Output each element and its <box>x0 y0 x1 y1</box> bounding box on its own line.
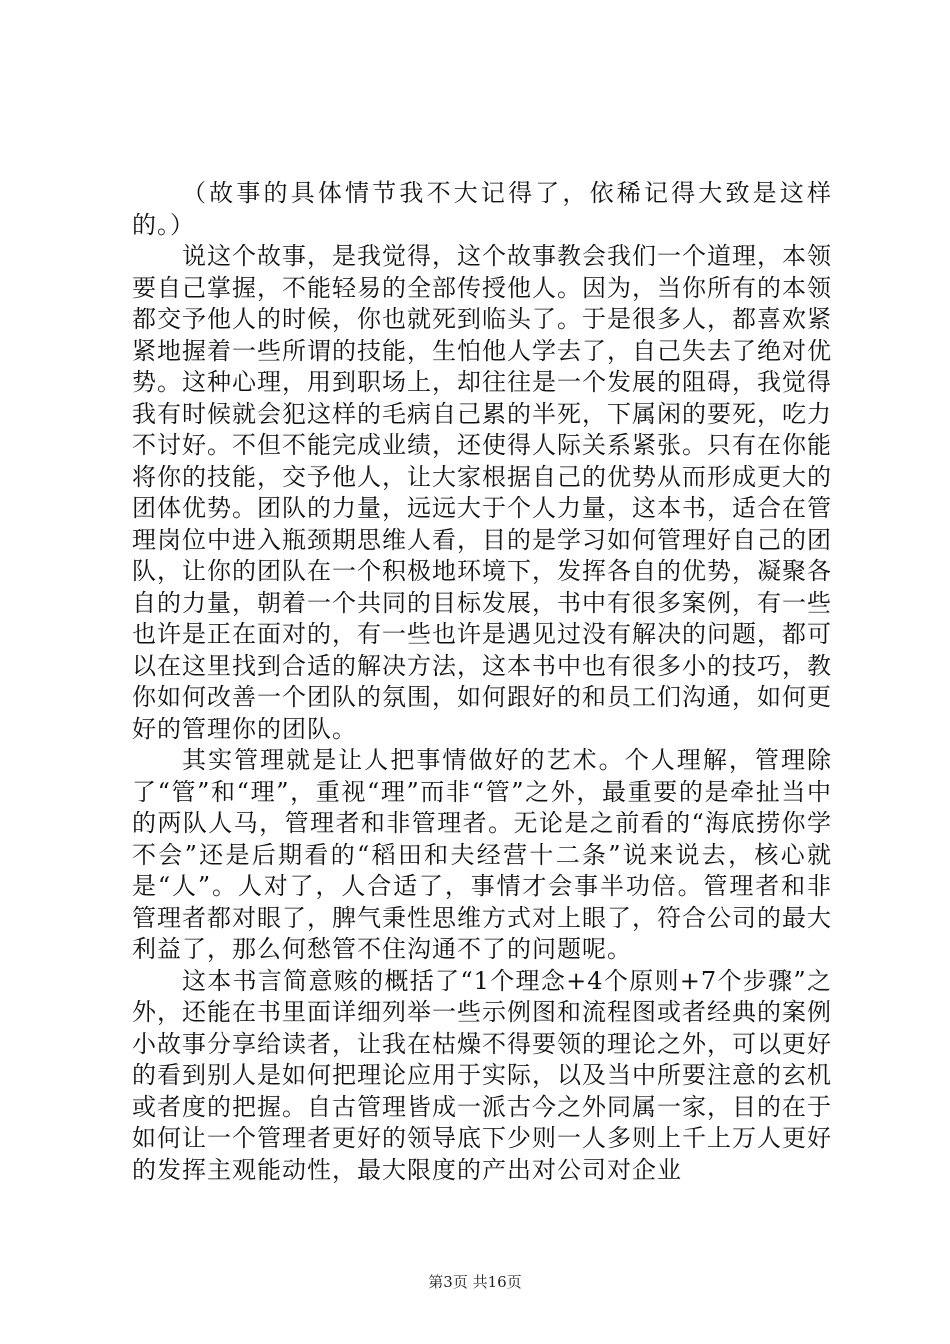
document-body <box>132 178 832 1186</box>
paragraph-2: 说这个故事，是我觉得，这个故事教会我们一个道理，本领要自己掌握，不能轻易的全部传授他人。因为，当你所有的本领都交予他人的时候，你也就死到临头了。于是很多人，都喜欢紧紧地握着一些所谓的技能，生怕他人学去了，自己失去了绝对优势。这种心理，用到职场上，却往往是一个发展的阻碍，我觉得我有时候就会犯这样的毛病自己累的半死，下属闲的要死，吃力不讨好。不但不能完成业绩，还使得人际关系紧张。只有在你能将你的技能，交予他人，让大家根据自己的优势从而形成更大的团体优势。团队的力量，远远大于个人力量，这本书，适合在管理岗位中进入瓶颈期思维人看，目的是学习如何管理好自己的团队，让你的团队在一个积极地环境下，发挥各自的优势，凝聚各自的力量，朝着一个共同的目标发展，书中有很多案例，有一些也许是正在面对的，有一些也许是遇见过没有解决的问题，都可以在这里找到合适的解决方法，这本书中也有很多小的技巧，教你如何改善一个团队的氛围，如何跟好的和员工们沟通，如何更好的管理你的团队。 <box>132 242 832 743</box>
page-number-footer: 第3页 共16页 <box>428 1273 522 1291</box>
paragraph-3: 其实管理就是让人把事情做好的艺术。个人理解，管理除了“管”和“理”，重视“理”而非“管”之外，最重要的是牵扯当中的两队人马，管理者和非管理者。无论是之前看的“海底捞你学不会”还是后期看的“稻田和夫经营十二条”说来说去，核心就是“人”。人对了，人合适了，事情才会事半功倍。管理者和非管理者都对眼了，脾气秉性思维方式对上眼了，符合公司的最大利益了，那么何愁管不住沟通不了的问题呢。 <box>132 746 832 963</box>
paragraph-1: （故事的具体情节我不大记得了，依稀记得大致是这样的。） <box>132 179 832 239</box>
paragraph-4: 这本书言简意赅的概括了“1个理念+4个原则+7个步骤”之外，还能在书里面详细列举一些示例图和流程图或者经典的案例小故事分享给读者，让我在枯燥不得要领的理论之外，可以更好的看到别人是如何把理论应用于实际，以及当中所要注意的玄机或者度的把握。自古管理皆成一派古今之外同属一家，目的在于如何让一个管理者更好的领导底下少则一人多则上千上万人更好的发挥主观能动性，最大限度的产出对公司对企业 <box>132 966 832 1184</box>
